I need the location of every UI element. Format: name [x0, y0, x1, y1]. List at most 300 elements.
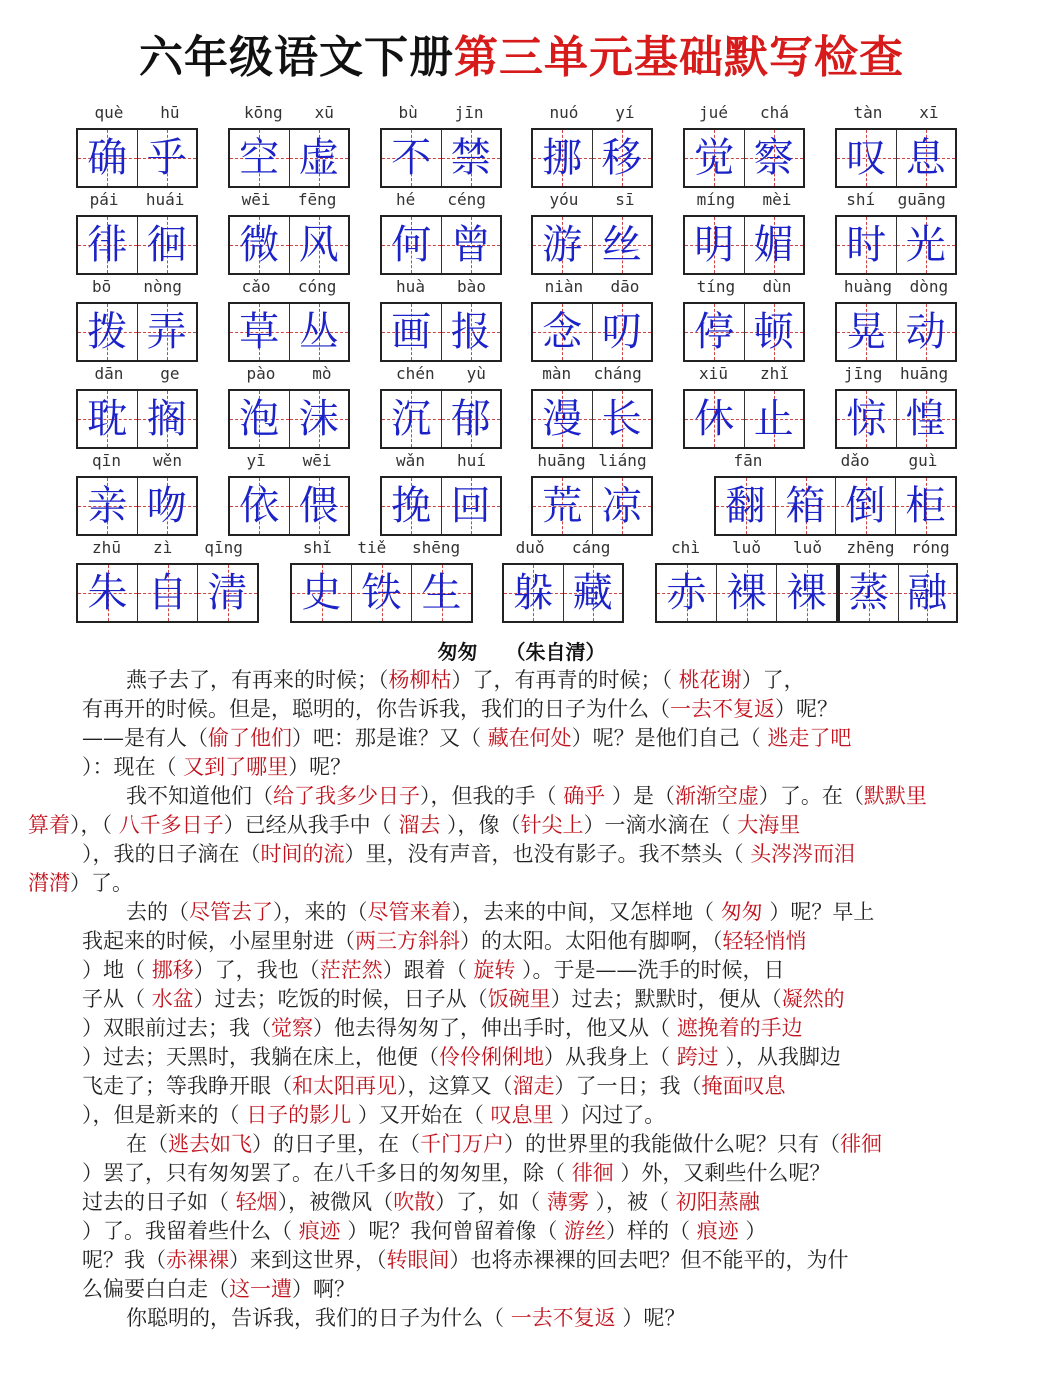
prompt-text: ）里，没有声音，也没有影子。我不禁头（: [344, 842, 751, 866]
vocab-char: 泡: [239, 396, 280, 442]
answer-text: 针尖上: [520, 813, 584, 837]
pinyin: [683, 361, 805, 387]
vocab-char: 念: [542, 309, 583, 355]
answer-text: 又到了哪里: [183, 755, 289, 779]
vocab-char: 禁: [450, 135, 491, 181]
prompt-text: ——是有人（: [82, 726, 208, 750]
tianzige-box: [228, 215, 350, 275]
answer-text: 遮挽着的手边: [676, 1016, 803, 1040]
pinyin-syllable: yí: [615, 103, 635, 122]
prompt-text: ），被微风（: [277, 1190, 394, 1214]
char-cell: [230, 391, 289, 447]
answer-text: 伶伶俐俐地: [439, 1045, 544, 1069]
char-cell: [685, 217, 744, 273]
char-cell: [504, 565, 563, 621]
passage-title: 匆匆: [437, 640, 478, 664]
pinyin-syllable: jīng: [843, 364, 883, 383]
char-cell: [716, 565, 776, 621]
vocab-item: [502, 535, 624, 625]
vocab-char: 觉: [694, 135, 735, 181]
char-cell: [137, 565, 197, 621]
tianzige-box: [228, 476, 350, 536]
prompt-text: 去的（: [126, 900, 189, 924]
passage-line: [28, 927, 1018, 956]
prompt-text: ），从我脚边: [718, 1045, 841, 1069]
vocab-char: 止: [753, 396, 794, 442]
char-cell: [896, 217, 956, 273]
pinyin-syllable: pào: [246, 364, 276, 383]
passage-line: [28, 1101, 1018, 1130]
vocab-char: 依: [239, 483, 280, 529]
answer-text: 徘徊: [571, 1161, 614, 1185]
passage-line: [28, 782, 1018, 811]
pinyin: [228, 187, 350, 213]
vocab-char: 回: [450, 483, 491, 529]
vocab-char: 史: [301, 570, 342, 616]
answer-text: 叹息里: [490, 1103, 554, 1127]
pinyin: [502, 535, 624, 561]
prompt-text: ），去来的中间，又怎样地（: [451, 900, 721, 924]
vocab-char: 挪: [542, 135, 583, 181]
tianzige-box: [76, 476, 198, 536]
page-title: [0, 28, 1043, 88]
vocab-char: 曾: [450, 222, 491, 268]
pinyin: [531, 100, 653, 126]
vocab-char: 躲: [513, 570, 554, 616]
prompt-text: ），我的日子滴在（: [82, 842, 261, 866]
vocab-item: [531, 361, 653, 451]
prompt-text: ），像（: [440, 813, 521, 837]
prompt-text: 我起来的时候，小屋里射进（: [82, 929, 355, 953]
pinyin: [76, 535, 259, 561]
prompt-text: ）闪过了。: [553, 1103, 666, 1127]
prompt-text: ）了。我留着些什么（: [82, 1219, 299, 1243]
vocab-char: 虚: [298, 135, 339, 181]
answer-text: 溜走: [512, 1074, 555, 1098]
answer-text: 薄雾: [546, 1190, 589, 1214]
pinyin-syllable: cáng: [571, 538, 611, 557]
passage-author: （朱自清）: [505, 640, 606, 664]
pinyin-syllable: duǒ: [515, 538, 545, 557]
title-unit: 第三单元基础默写检查: [454, 32, 904, 83]
pinyin: [835, 187, 957, 213]
char-cell: [775, 478, 835, 534]
char-cell: [716, 478, 775, 534]
char-cell: [835, 478, 895, 534]
vocab-char: 乎: [146, 135, 187, 181]
vocab-char: 动: [905, 309, 946, 355]
answer-text: 杨柳枯: [388, 668, 452, 692]
passage-line: [28, 1043, 1018, 1072]
char-cell: [898, 565, 957, 621]
vocab-char: 休: [694, 396, 735, 442]
vocab-char: 搁: [146, 396, 187, 442]
char-cell: [382, 391, 441, 447]
answer-text: 和太阳再见: [292, 1074, 397, 1098]
vocab-char: 顿: [753, 309, 794, 355]
prompt-text: ）。于是——洗手的时候，日: [515, 958, 785, 982]
char-cell: [592, 391, 652, 447]
char-cell: [78, 217, 137, 273]
vocab-char: 不: [391, 135, 432, 181]
char-cell: [744, 391, 804, 447]
pinyin-syllable: sī: [615, 190, 635, 209]
vocab-item: [531, 274, 653, 364]
answer-text: 转眼间: [386, 1248, 450, 1272]
pinyin-syllable: bào: [457, 277, 486, 296]
answer-text: 给了我多少日子: [273, 784, 420, 808]
tianzige-box: [531, 215, 653, 275]
char-cell: [533, 130, 592, 186]
answer-text: 吹散: [393, 1190, 436, 1214]
prompt-text: 过去的日子如（: [82, 1190, 236, 1214]
char-cell: [563, 565, 623, 621]
prompt-text: ）了，有再青的时候；（: [451, 668, 679, 692]
prompt-text: ）一滴水滴在（: [583, 813, 738, 837]
pinyin-syllable: róng: [911, 538, 950, 557]
answer-text: 溜去: [398, 813, 441, 837]
tianzige-box: [531, 476, 653, 536]
char-cell: [441, 130, 501, 186]
pinyin: [228, 100, 350, 126]
vocab-char: 察: [753, 135, 794, 181]
char-cell: [78, 304, 137, 360]
pinyin-syllable: wēi: [302, 451, 332, 470]
pinyin-syllable: xū: [314, 103, 334, 122]
pinyin: [76, 448, 198, 474]
pinyin: [380, 100, 502, 126]
answer-text: 旋转: [473, 958, 516, 982]
answer-text: 饭碗里: [487, 987, 551, 1011]
char-cell: [441, 478, 501, 534]
vocab-char: 漫: [542, 396, 583, 442]
pinyin-syllable: shǐ: [302, 538, 332, 557]
char-cell: [382, 217, 441, 273]
pinyin: [531, 361, 653, 387]
vocab-item: [380, 100, 502, 190]
vocab-char: 拨: [87, 309, 128, 355]
vocab-char: 清: [207, 570, 248, 616]
prompt-text: ）过去；天黑时，我躺在床上，他便（: [82, 1045, 439, 1069]
pinyin-syllable: chì: [671, 538, 700, 557]
pinyin-syllable: zì: [153, 538, 173, 557]
prompt-text: 我不知道他们（: [126, 784, 273, 808]
prompt-text: ）过去；吃饭的时候，日子从（: [193, 987, 488, 1011]
vocab-item: [228, 361, 350, 451]
vocab-item: [228, 274, 350, 364]
prompt-text: ）呢？: [288, 755, 352, 779]
pinyin-syllable: céng: [447, 190, 486, 209]
prompt-text: 有再开的时候。但是，聪明的，你告诉我，我们的日子为什么（: [82, 697, 670, 721]
char-cell: [896, 304, 956, 360]
passage-body: [28, 666, 1018, 1333]
char-cell: [533, 304, 592, 360]
vocab-char: 凉: [601, 483, 642, 529]
pinyin: [683, 187, 805, 213]
prompt-text: ），（: [70, 813, 119, 837]
prompt-text: ）呢？早上: [762, 900, 875, 924]
passage-line: [28, 753, 1018, 782]
pinyin: [380, 274, 502, 300]
vocab-item: [531, 448, 653, 538]
tianzige-box: [380, 302, 502, 362]
vocab-item: [683, 100, 805, 190]
pinyin-syllable: nòng: [143, 277, 182, 296]
pinyin: [76, 274, 198, 300]
char-cell: [289, 391, 349, 447]
vocab-item: [683, 361, 805, 451]
char-cell: [411, 565, 471, 621]
vocab-char: 移: [601, 135, 642, 181]
vocab-char: 裸: [786, 570, 827, 616]
answer-text: 藏在何处: [487, 726, 572, 750]
tianzige-box: [76, 563, 259, 623]
passage-line: [28, 695, 1018, 724]
pinyin-syllable: hū: [160, 103, 180, 122]
vocab-item: [531, 187, 653, 277]
passage-line: [28, 1217, 1018, 1246]
pinyin: [380, 448, 502, 474]
char-cell: [230, 217, 289, 273]
pinyin-syllable: xiū: [699, 364, 728, 383]
vocab-char: 晃: [846, 309, 887, 355]
vocab-char: 耽: [87, 396, 128, 442]
char-cell: [896, 130, 956, 186]
vocab-item: [76, 535, 259, 625]
passage-heading: [0, 636, 1043, 665]
char-cell: [230, 130, 289, 186]
answer-text: 逃去如飞: [168, 1132, 252, 1156]
prompt-text: ）的太阳。太阳他有脚啊，（: [460, 929, 723, 953]
prompt-text: ）也将赤裸裸的回去吧？但不能平的，为什: [449, 1248, 849, 1272]
vocab-char: 徘: [87, 222, 128, 268]
char-cell: [533, 478, 592, 534]
passage-line: [28, 724, 1018, 753]
vocab-char: 徊: [146, 222, 187, 268]
pinyin-syllable: dǎo: [840, 451, 870, 470]
vocab-char: 确: [87, 135, 128, 181]
vocab-char: 自: [147, 570, 188, 616]
char-cell: [78, 565, 137, 621]
char-cell: [137, 478, 197, 534]
prompt-text: ）: [738, 1219, 767, 1243]
char-cell: [137, 130, 197, 186]
prompt-text: ）他去得匆匆了，伸出手时，他又从（: [313, 1016, 677, 1040]
vocab-char: 蒸: [848, 570, 889, 616]
passage-line: [28, 898, 1018, 927]
pinyin-syllable: pái: [89, 190, 119, 209]
passage-line: [28, 1246, 1018, 1275]
answer-text: 一去不复返: [510, 1306, 616, 1330]
passage-line: [28, 1188, 1018, 1217]
prompt-text: ）又开始在（: [351, 1103, 491, 1127]
vocab-char: 箱: [785, 483, 826, 529]
passage-line: [28, 811, 1018, 840]
pinyin: [290, 535, 473, 561]
prompt-text: ）了，: [741, 668, 805, 692]
answer-text: 算着: [28, 813, 70, 837]
pinyin-syllable: jīn: [454, 103, 484, 122]
passage-line: [28, 1072, 1018, 1101]
pinyin: [655, 535, 838, 561]
pinyin-syllable: jué: [699, 103, 728, 122]
pinyin: [380, 361, 502, 387]
answer-text: 挪移: [151, 958, 194, 982]
char-cell: [230, 478, 289, 534]
pinyin-syllable: dòng: [909, 277, 949, 296]
pinyin: [531, 274, 653, 300]
vocab-char: 游: [542, 222, 583, 268]
prompt-text: 燕子去了，有再来的时候；（: [126, 668, 389, 692]
tianzige-box: [683, 215, 805, 275]
char-cell: [382, 130, 441, 186]
title-grade: 六年级语文下册: [139, 32, 454, 83]
prompt-text: 飞走了；等我睁开眼（: [82, 1074, 292, 1098]
prompt-text: ）从我身上（: [544, 1045, 677, 1069]
pinyin-syllable: què: [94, 103, 124, 122]
prompt-text: ）啊？: [292, 1277, 355, 1301]
pinyin-syllable: yù: [466, 364, 486, 383]
answer-text: 大海里: [737, 813, 801, 837]
answer-text: 头涔涔而泪: [750, 842, 856, 866]
pinyin-syllable: huái: [145, 190, 185, 209]
answer-text: 初阳蒸融: [675, 1190, 760, 1214]
char-cell: [837, 217, 896, 273]
pinyin-syllable: mèi: [762, 190, 792, 209]
vocab-char: 光: [905, 222, 946, 268]
char-cell: [533, 391, 592, 447]
pinyin-syllable: niàn: [544, 277, 584, 296]
tianzige-box: [835, 302, 957, 362]
passage-line: [28, 1014, 1018, 1043]
char-cell: [289, 130, 349, 186]
pinyin: [228, 448, 350, 474]
pinyin: [835, 274, 957, 300]
answer-text: 渐渐空虚: [674, 784, 759, 808]
vocab-char: 叹: [846, 135, 887, 181]
pinyin-syllable: luǒ: [793, 538, 822, 557]
answer-text: 偷了他们: [208, 726, 292, 750]
prompt-text: 呢？我（: [82, 1248, 166, 1272]
char-cell: [895, 478, 955, 534]
vocab-char: 草: [239, 309, 280, 355]
pinyin: [380, 187, 502, 213]
pinyin: [683, 274, 805, 300]
tianzige-box: [835, 389, 957, 449]
tianzige-box: [683, 128, 805, 188]
char-cell: [592, 304, 652, 360]
char-cell: [78, 478, 137, 534]
pinyin-syllable: dān: [94, 364, 124, 383]
char-cell: [837, 391, 896, 447]
answer-text: 日子的影儿: [246, 1103, 352, 1127]
answer-text: 时间的流: [260, 842, 345, 866]
vocab-item: [76, 100, 198, 190]
vocab-char: 何: [391, 222, 432, 268]
char-cell: [137, 304, 197, 360]
char-cell: [441, 391, 501, 447]
answer-text: 这一遭: [229, 1277, 292, 1301]
vocab-char: 沫: [298, 396, 339, 442]
vocab-char: 丝: [601, 222, 642, 268]
vocab-item: [76, 274, 198, 364]
tianzige-box: [380, 389, 502, 449]
prompt-text: ）吧：那是谁？又（: [292, 726, 488, 750]
prompt-text: ）呢？: [775, 697, 838, 721]
vocab-item: [76, 361, 198, 451]
pinyin-syllable: cháng: [593, 364, 642, 383]
char-cell: [441, 304, 501, 360]
vocab-item: [76, 187, 198, 277]
tianzige-box: [714, 476, 957, 536]
pinyin-syllable: dāo: [610, 277, 640, 296]
vocab-char: 明: [694, 222, 735, 268]
tianzige-box: [531, 128, 653, 188]
prompt-text: ）了，如（: [435, 1190, 547, 1214]
pinyin-syllable: tíng: [696, 277, 736, 296]
tianzige-box: [835, 128, 957, 188]
pinyin-syllable: huāng: [537, 451, 586, 470]
vocab-item: [380, 361, 502, 451]
answer-text: 一去不复返: [670, 697, 775, 721]
pinyin-syllable: màn: [542, 364, 572, 383]
char-cell: [592, 130, 652, 186]
pinyin-syllable: cǎo: [241, 277, 271, 296]
char-cell: [657, 565, 716, 621]
vocab-char: 吻: [146, 483, 187, 529]
tianzige-box: [290, 563, 473, 623]
char-cell: [441, 217, 501, 273]
char-cell: [592, 478, 652, 534]
pinyin: [76, 187, 198, 213]
prompt-text: ）了。: [70, 871, 133, 895]
pinyin-syllable: zhēng: [846, 538, 895, 557]
answer-text: 八千多日子: [118, 813, 224, 837]
prompt-text: ）呢？是他们自己（: [571, 726, 768, 750]
answer-text: 默默里: [863, 784, 927, 808]
char-cell: [896, 391, 956, 447]
tianzige-box: [76, 389, 198, 449]
prompt-text: ），但我的手（: [420, 784, 564, 808]
vocab-item: [531, 100, 653, 190]
vocab-item: [76, 448, 198, 538]
tianzige-box: [502, 563, 624, 623]
vocab-item: [683, 187, 805, 277]
char-cell: [230, 304, 289, 360]
pinyin-syllable: liáng: [598, 451, 647, 470]
char-cell: [289, 217, 349, 273]
vocab-char: 时: [846, 222, 887, 268]
answer-text: 痕迹: [696, 1219, 739, 1243]
prompt-text: 子从（: [82, 987, 152, 1011]
answer-text: 凝然的: [781, 987, 845, 1011]
tianzige-box: [76, 128, 198, 188]
vocab-char: 弄: [146, 309, 187, 355]
prompt-text: 么偏要白白走（: [82, 1277, 229, 1301]
pinyin-syllable: shēng: [411, 538, 461, 557]
answer-text: 赤裸裸: [166, 1248, 229, 1272]
pinyin: [76, 100, 198, 126]
prompt-text: ）的日子里，在（: [252, 1132, 420, 1156]
prompt-text: ）跟着（: [382, 958, 474, 982]
answer-text: 跨过: [676, 1045, 719, 1069]
answer-text: 觉察: [271, 1016, 313, 1040]
vocab-char: 亲: [87, 483, 128, 529]
pinyin-syllable: yóu: [549, 190, 579, 209]
vocab-item: [380, 274, 502, 364]
vocab-char: 倒: [845, 483, 886, 529]
char-cell: [382, 478, 441, 534]
